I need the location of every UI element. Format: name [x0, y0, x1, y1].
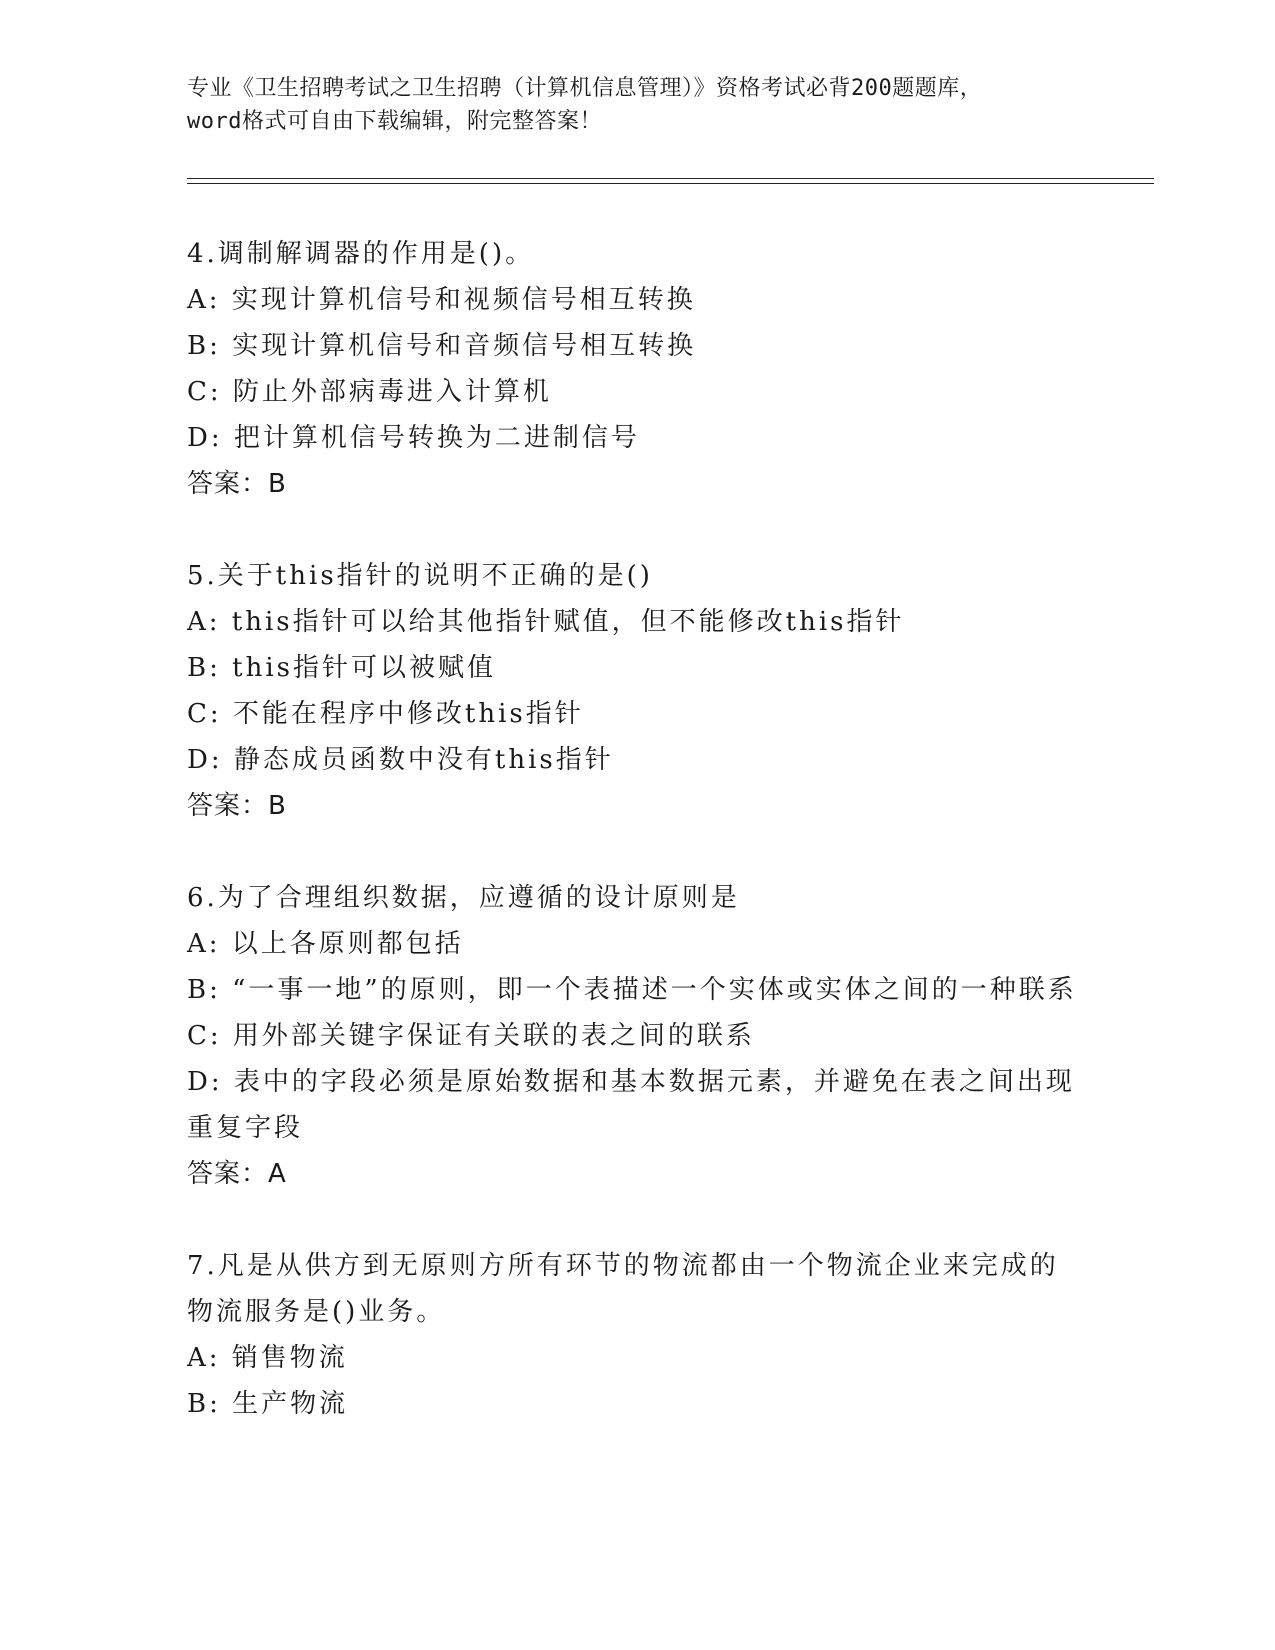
option-b: B: 实现计算机信号和音频信号相互转换	[187, 331, 697, 361]
answer-label: 答案：A	[187, 1159, 287, 1189]
option-a: A: this指针可以给其他指针赋值，但不能修改this指针	[187, 607, 905, 637]
answer-label: 答案：B	[187, 791, 287, 821]
answer-label: 答案：B	[187, 469, 287, 499]
option-c: C: 防止外部病毒进入计算机	[187, 377, 552, 407]
question-4	[187, 231, 1087, 507]
header-line-1: 专业《卫生招聘考试之卫生招聘（计算机信息管理）》资格考试必背200题题库，	[187, 76, 983, 101]
option-b: B: “一事一地”的原则，即一个表描述一个实体或实体之间的一种联系	[187, 975, 1077, 1005]
option-b: B: this指针可以被赋值	[187, 653, 496, 683]
header-line-2: word格式可自由下载编辑，附完整答案！	[187, 109, 602, 134]
question-6	[187, 875, 1087, 1197]
option-a: A: 以上各原则都包括	[187, 929, 464, 959]
question-stem: 4.调制解调器的作用是()。	[187, 239, 535, 269]
option-b: B: 生产物流	[187, 1389, 349, 1419]
option-d: D: 把计算机信号转换为二进制信号	[187, 423, 640, 453]
document-header	[187, 72, 1087, 138]
question-5	[187, 553, 1087, 829]
question-stem: 7.凡是从供方到无原则方所有环节的物流都由一个物流企业来完成的物流服务是()业务。	[187, 1251, 1059, 1327]
question-stem: 6.为了合理组织数据，应遵循的设计原则是	[187, 883, 740, 913]
option-a: A: 实现计算机信号和视频信号相互转换	[187, 285, 696, 315]
option-d: D: 静态成员函数中没有this指针	[187, 745, 614, 775]
question-stem: 5.关于this指针的说明不正确的是()	[187, 561, 653, 591]
option-c: C: 用外部关键字保证有关联的表之间的联系	[187, 1021, 755, 1051]
option-a: A: 销售物流	[187, 1343, 348, 1373]
header-divider-bottom	[187, 183, 1154, 184]
option-c: C: 不能在程序中修改this指针	[187, 699, 584, 729]
header-divider-top	[187, 178, 1154, 179]
question-7	[187, 1243, 1087, 1427]
question-list	[187, 231, 1087, 1473]
option-d: D: 表中的字段必须是原始数据和基本数据元素，并避免在表之间出现重复字段	[187, 1067, 1075, 1143]
